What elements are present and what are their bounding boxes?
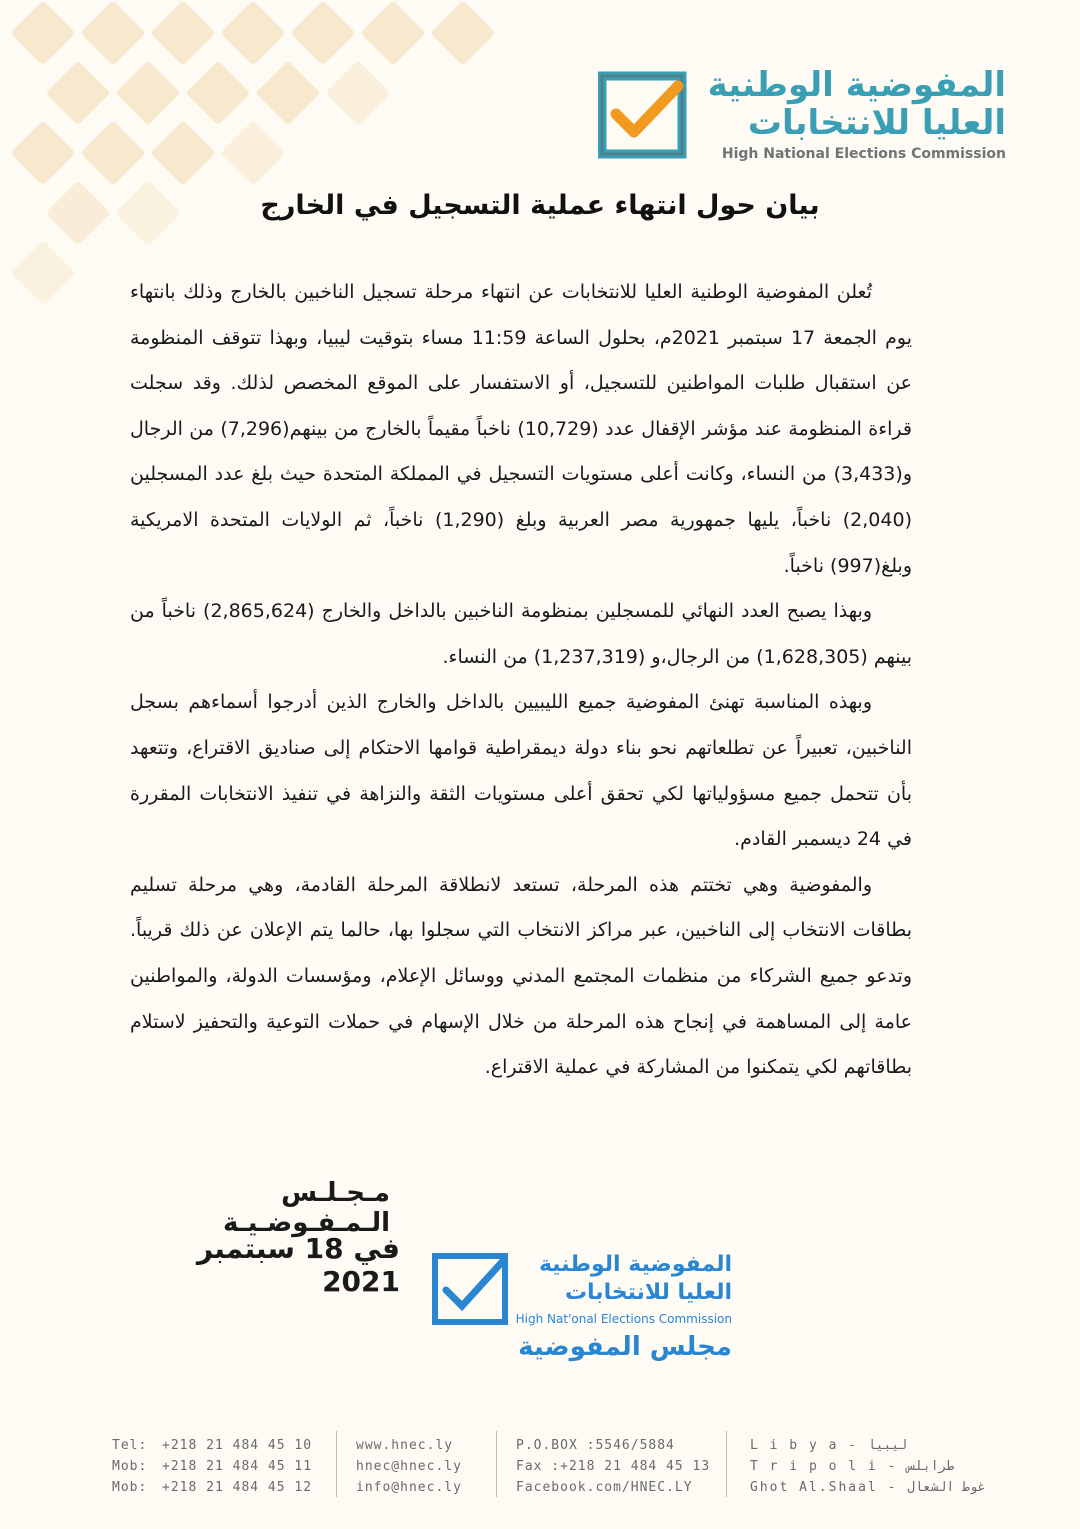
- stamp-council: مجلس المفوضية: [518, 1332, 732, 1362]
- footer-postal: [516, 1435, 710, 1498]
- official-stamp: [430, 1248, 740, 1368]
- footer-phone-row: [112, 1435, 312, 1456]
- facebook-link[interactable]: Facebook.com/HNEC.LY: [516, 1480, 693, 1495]
- footer-phone-row: [112, 1456, 312, 1477]
- footer-divider: [496, 1431, 497, 1497]
- stamp-checkmark-icon: [430, 1248, 512, 1330]
- stamp-arabic-line2: العليا للانتخابات: [564, 1280, 732, 1305]
- statement-body: [130, 270, 912, 1091]
- phone-value: +218 21 484 45 12: [162, 1480, 313, 1495]
- stamp-arabic-line1: المفوضية الوطنية: [538, 1252, 732, 1277]
- paragraph-registration-results: تُعلن المفوضية الوطنية العليا للانتخابات عن انتهاء مرحلة تسجيل الناخبين بالخارج وذلك بانتهاء يوم الجمعة 17 سبتمبر 2021م، بحلول الساعة 11:59 مساء بتوقيت ليبيا، وبهذا تتوقف المنظومة عن استقبال طلبات المواطنين للتسجيل، أو الاستفسار على الموقع المخصص لذلك. وقد سجلت قراءة المنظومة عند مؤشر الإقفال عدد (10,729) ناخباً مقيماً بالخارج من بينهم(7,296) من الرجال و(3,433) من النساء، وكانت أعلى مستويات التسجيل في المملكة المتحدة حيث بلغ عدد المسجلين (2,040) ناخباً، يليها جمهورية مصر العربية وبلغ (1,290) ناخباً، ثم الولايات المتحدة الامريكية وبلغ(997) ناخباً.: [130, 281, 912, 577]
- phone-value: +218 21 484 45 11: [162, 1459, 313, 1474]
- email-link[interactable]: info@hnec.ly: [356, 1480, 462, 1495]
- location-district: Ghot Al.Shaal - غوط الشعال: [750, 1480, 986, 1495]
- footer: [0, 1425, 1080, 1505]
- phone-label: Mob:: [112, 1459, 148, 1474]
- footer-divider: [336, 1431, 337, 1497]
- phone-label: Mob:: [112, 1480, 148, 1495]
- document-title: بيان حول انتهاء عملية التسجيل في الخارج: [260, 190, 820, 221]
- stamp-english-name: High Nat'onal Elections Commission: [515, 1312, 732, 1326]
- fax-number: Fax :+218 21 484 45 13: [516, 1459, 711, 1474]
- location-country: L i b y a - ليبيا: [750, 1438, 908, 1453]
- header-logo: [598, 66, 1018, 166]
- email-link[interactable]: hnec@hnec.ly: [356, 1459, 462, 1474]
- footer-phone-row: [112, 1477, 312, 1498]
- checkmark-box-icon: [598, 70, 688, 160]
- po-box: P.O.BOX :5546/5884: [516, 1438, 675, 1453]
- paragraph-congratulations: وبهذه المناسبة تهنئ المفوضية جميع الليبيين بالداخل والخارج الذين أدرجوا أسماءهم بسجل الناخبين، تعبيراً عن تطلعاتهم نحو بناء دولة ديمقراطية قوامها الاحتكام إلى صناديق الاقتراع، وتتعهد بأن تتحمل جميع مسؤولياتها لكي تحقق أعلى مستويات الثقة والنزاهة في تنفيذ الانتخابات المقررة في 24 ديسمبر القادم.: [130, 691, 912, 851]
- footer-divider: [726, 1431, 727, 1497]
- phone-value: +218 21 484 45 10: [162, 1438, 313, 1453]
- signature-date: في 18 سبتمبر 2021: [196, 1232, 400, 1298]
- logo-english-name: High National Elections Commission: [721, 146, 1006, 162]
- footer-web: [356, 1435, 462, 1498]
- website-link[interactable]: www.hnec.ly: [356, 1438, 454, 1453]
- footer-location: [750, 1435, 986, 1498]
- logo-arabic-line2: العليا للانتخابات: [747, 103, 1006, 143]
- paragraph-next-phase: والمفوضية وهي تختتم هذه المرحلة، تستعد لانطلاقة المرحلة القادمة، وهي مرحلة تسليم بطاقات الانتخاب إلى الناخبين، عبر مراكز الانتخاب التي سجلوا بها، حالما يتم الإعلان عن ذلك قريباً. وتدعو جميع الشركاء من منظمات المجتمع المدني ووسائل الإعلام، ومؤسسات الدولة، والمواطنين عامة إلى المساهمة في إنجاح هذه المرحلة من خلال الإسهام في حملات التوعية والتحفيز لاستلام بطاقاتهم لكي يتمكنوا من المشاركة في عملية الاقتراع.: [130, 873, 912, 1079]
- location-city: T r i p o l i - طرابلس: [750, 1459, 955, 1474]
- paragraph-final-total: وبهذا يصبح العدد النهائي للمسجلين بمنظومة الناخبين بالداخل والخارج (2,865,624) ناخباً من بينهم (1,628,305) من الرجال،و (1,237,319) من النساء.: [130, 600, 912, 668]
- logo-arabic-line1: المفوضية الوطنية: [707, 65, 1006, 105]
- signature-council: مـجـلـس الـمـفـوضـيـة: [222, 1178, 390, 1238]
- phone-label: Tel:: [112, 1438, 148, 1453]
- footer-phones: [112, 1435, 312, 1498]
